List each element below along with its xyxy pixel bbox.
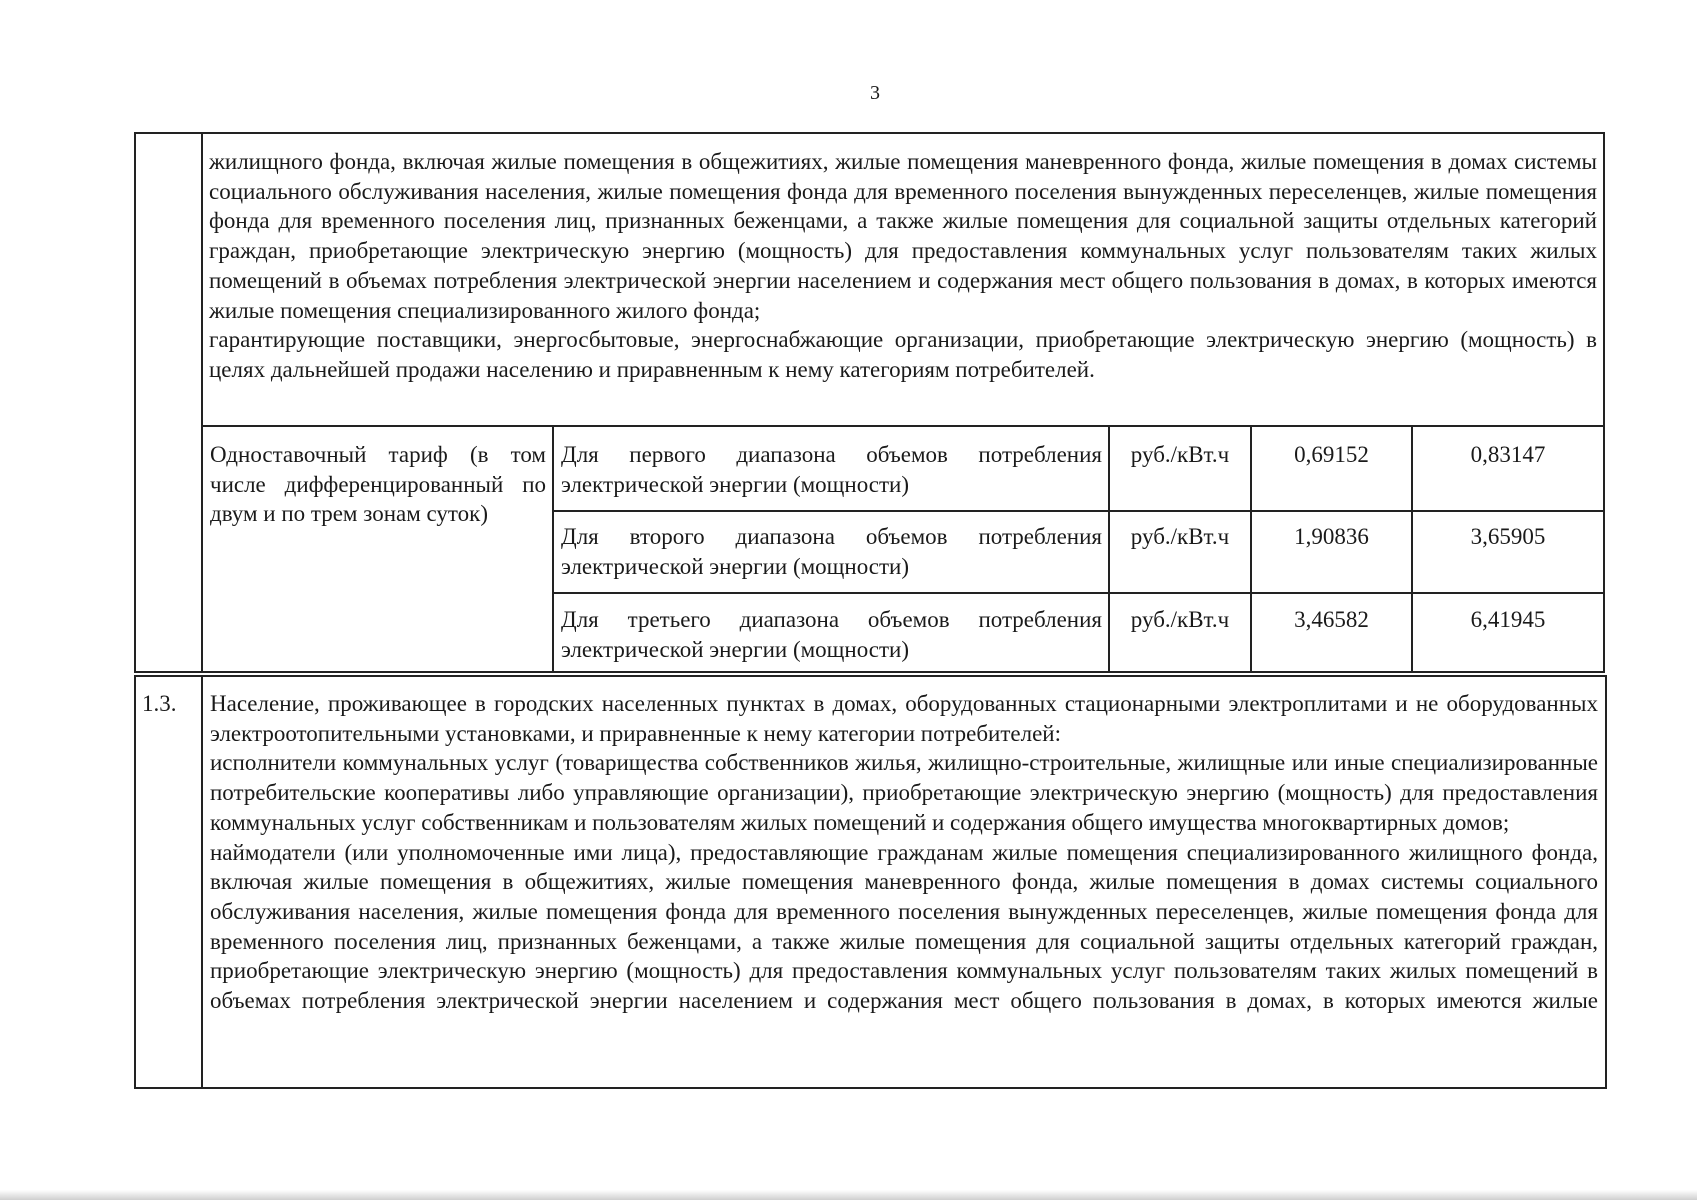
tariff-row-value-2: 0,83147 <box>1470 442 1546 467</box>
tariff-label: Одноставочный тариф (в том числе дифференцированный по двум и по трем зонам суток) <box>210 442 546 527</box>
table-border-left <box>134 675 136 1089</box>
tariff-row-value-1: 3,46582 <box>1294 607 1369 632</box>
number-column-divider <box>201 132 203 673</box>
section-number: 1.3. <box>142 691 177 716</box>
tariff-row-description: Для первого диапазона объемов потребления электрической энергии (мощности) <box>561 442 1102 497</box>
tariff-row-value-2: 6,41945 <box>1470 607 1546 632</box>
tariff-row-value-1: 0,69152 <box>1294 442 1369 467</box>
table-border-top <box>134 132 1605 134</box>
table-border-bottom <box>134 1087 1607 1089</box>
tariff-row-description: Для второго диапазона объемов потребления электрической энергии (мощности) <box>561 524 1102 579</box>
tariff-table-continued <box>134 132 1605 673</box>
table-border-bottom <box>134 671 1605 673</box>
section-paragraph-2: исполнители коммунальных услуг (товарищества собственников жилья, жилищно-строительные, жилищные или иные специализированные потребительские кооперативы либо управляющие организации), приобретающие электрическую энергию (мощность) для предоставления коммунальных услуг собственникам и пользователям жилых помещений и содержания общего имущества многоквартирных домов; <box>210 750 1598 835</box>
label-column-divider <box>552 425 554 673</box>
tariff-row-unit: руб./кВт.ч <box>1130 607 1230 632</box>
block-divider <box>201 425 1605 427</box>
number-column-divider <box>201 675 203 1089</box>
scan-edge <box>0 1190 1697 1200</box>
table-border-left <box>134 132 136 673</box>
page-number: 3 <box>870 82 880 104</box>
tariff-row-unit: руб./кВт.ч <box>1130 524 1230 549</box>
row-divider <box>552 592 1605 594</box>
table-border-right <box>1605 675 1607 1089</box>
continued-paragraph-2: гарантирующие поставщики, энергосбытовые, энергоснабжающие организации, приобретающие электрическую энергию (мощность) в целях дальнейшей продажи населению и приравненным к нему категориям потребителей. <box>209 327 1597 382</box>
tariff-row-description: Для третьего диапазона объемов потребления электрической энергии (мощности) <box>561 607 1102 662</box>
section-text-block <box>210 689 1598 1016</box>
table-border-top <box>134 675 1607 677</box>
section-paragraph-1: Население, проживающее в городских населенных пунктах в домах, оборудованных стационарными электроплитами и не оборудованных электроотопительными установками, и приравненные к нему категории потребителей: <box>210 691 1598 746</box>
section-1-3-table <box>134 675 1607 1089</box>
tariff-row-value-1: 1,90836 <box>1294 524 1369 549</box>
tariff-row-unit: руб./кВт.ч <box>1130 442 1230 467</box>
section-paragraph-3: наймодатели (или уполномоченные ими лица), предоставляющие гражданам жилые помещения специализированного жилищного фонда, включая жилые помещения в общежитиях, жилые помещения маневренного фонда, жилые помещения в домах системы социального обслуживания населения, жилые помещения фонда для временного поселения вынужденных переселенцев, жилые помещения фонда для временного поселения лиц, признанных беженцами, а также жилые помещения для социальной защиты отдельных категорий граждан, приобретающие электрическую энергию (мощность) для предоставления коммунальных услуг пользователям таких жилых помещений в объемах потребления электрической энергии населением и содержания мест общего пользования в домах, в которых имеются жилые <box>210 839 1598 1014</box>
continued-text-block <box>209 147 1597 385</box>
row-divider <box>552 510 1605 512</box>
tariff-row-value-2: 3,65905 <box>1470 524 1546 549</box>
continued-paragraph-1: жилищного фонда, включая жилые помещения в общежитиях, жилые помещения маневренного фонда, жилые помещения в домах системы социального обслуживания населения, жилые помещения фонда для временного поселения вынужденных переселенцев, жилые помещения фонда для временного поселения лиц, признанных беженцами, а также жилые помещения для социальной защиты отдельных категорий граждан, приобретающие электрическую энергию (мощность) для предоставления коммунальных услуг пользователям таких жилых помещений в объемах потребления электрической энергии населением и содержания мест общего пользования в домах, в которых имеются жилые помещения специализированного жилого фонда; <box>209 149 1597 323</box>
